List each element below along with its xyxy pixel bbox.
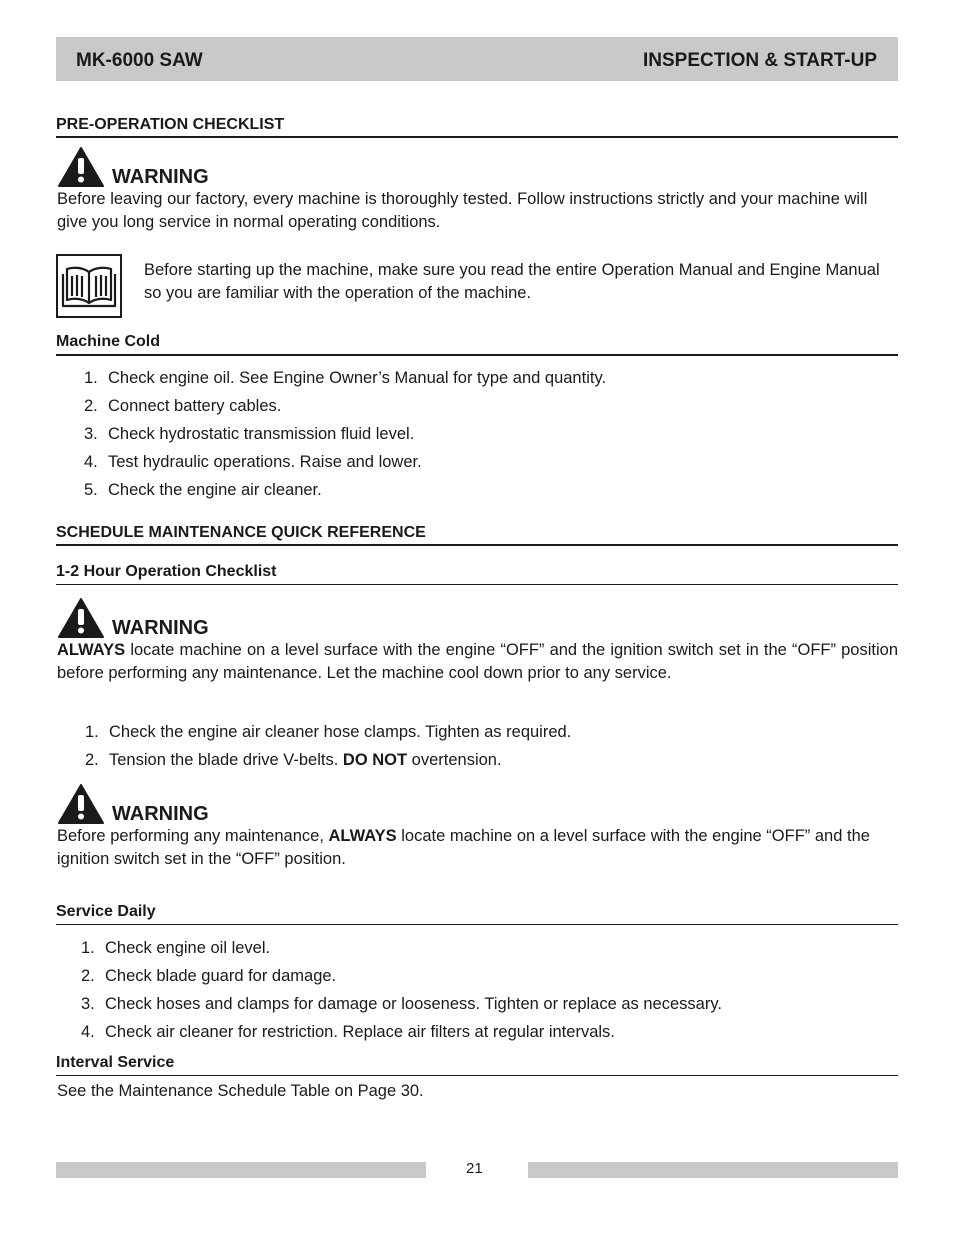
pre-operation-heading: PRE-OPERATION CHECKLIST	[56, 116, 898, 138]
list-item: 1. Check the engine air cleaner hose clamps. Tighten as required.	[85, 723, 572, 741]
list-item: 5. Check the engine air cleaner.	[84, 481, 322, 499]
operation-checklist-heading: 1-2 Hour Operation Checklist	[56, 563, 898, 585]
open-book-icon	[56, 254, 122, 318]
warning-triangle-icon	[57, 783, 105, 830]
warning-text: Before leaving our factory, every machine is thoroughly tested. Follow instructions strictly and your machine will give you long service in normal operating conditions.	[57, 190, 868, 231]
section-title: INSPECTION & START-UP	[643, 50, 877, 71]
warning-text: Before performing any maintenance, ALWAYS locate machine on a level surface with the engine “OFF” and the ignition switch set in the “OFF” position.	[57, 827, 870, 868]
warning-label: WARNING	[112, 617, 209, 639]
list-item: 2. Connect battery cables.	[84, 397, 282, 415]
list-item: 2. Check blade guard for damage.	[81, 967, 337, 985]
warning-triangle-icon	[57, 597, 105, 644]
list-item: 1. Check engine oil. See Engine Owner’s Manual for type and quantity.	[84, 369, 607, 387]
list-item: 3. Check hoses and clamps for damage or looseness. Tighten or replace as necessary.	[81, 995, 722, 1013]
list-item: 3. Check hydrostatic transmission fluid level.	[84, 425, 415, 443]
warning-text: ALWAYS locate machine on a level surface with the engine “OFF” and the ignition switch set in the “OFF” position before performing any maintenance. Let the machine cool down prior to any service.	[57, 641, 898, 682]
page-header	[56, 37, 898, 81]
list-item: 4. Check air cleaner for restriction. Replace air filters at regular intervals.	[81, 1023, 615, 1041]
warning-triangle-icon	[57, 146, 105, 193]
interval-service-heading: Interval Service	[56, 1054, 898, 1076]
operation-checklist-list	[85, 718, 571, 774]
service-daily-heading: Service Daily	[56, 903, 898, 925]
manual-title: MK-6000 SAW	[76, 50, 203, 71]
page-number: 21	[466, 1160, 483, 1177]
service-daily-list	[81, 934, 722, 1046]
list-item: 2. Tension the blade drive V-belts. DO NOT overtension.	[85, 751, 502, 769]
warning-label: WARNING	[112, 803, 209, 825]
warning-label: WARNING	[112, 166, 209, 188]
list-item: 4. Test hydraulic operations. Raise and lower.	[84, 453, 422, 471]
interval-service-text: See the Maintenance Schedule Table on Page 30.	[57, 1082, 424, 1100]
machine-cold-list	[84, 364, 606, 504]
footer-bar-left	[56, 1162, 426, 1178]
schedule-maintenance-heading: SCHEDULE MAINTENANCE QUICK REFERENCE	[56, 524, 898, 546]
footer-bar-right	[528, 1162, 898, 1178]
manual-note: Before starting up the machine, make sure you read the entire Operation Manual and Engine Manual so you are familiar with the operation of the machine.	[144, 261, 880, 302]
machine-cold-heading: Machine Cold	[56, 333, 898, 356]
list-item: 1. Check engine oil level.	[81, 939, 271, 957]
